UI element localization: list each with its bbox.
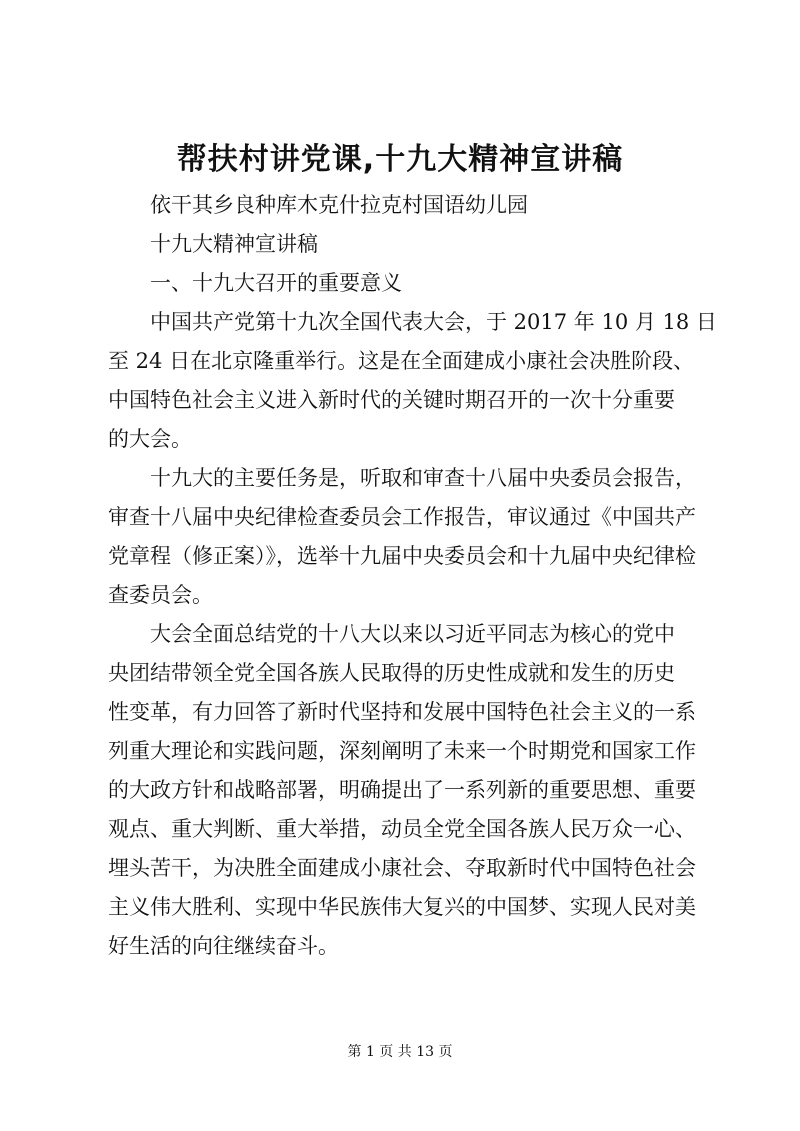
text-line: 性变革，有力回答了新时代坚持和发展中国特色社会主义的一系 — [108, 700, 696, 724]
text-line: 十九大的主要任务是，听取和审查十八届中央委员会报告， — [150, 466, 696, 490]
section-heading: 一、十九大召开的重要意义 — [150, 271, 402, 295]
text-line: 中国特色社会主义进入新时代的关键时期召开的一次十分重要 — [108, 388, 675, 412]
text-line: 审查十八届中央纪律检查委员会工作报告，审议通过《中国共产 — [108, 505, 696, 529]
text-line: 的大政方针和战略部署，明确提出了一系列新的重要思想、重要 — [108, 778, 696, 802]
text-line: 查委员会。 — [108, 583, 213, 607]
text-line: 观点、重大判断、重大举措，动员全党全国各族人民万众一心、 — [108, 817, 696, 841]
text-line: 依干其乡良种库木克什拉克村国语幼儿园 — [150, 193, 528, 217]
text-line: 埋头苦干，为决胜全面建成小康社会、夺取新时代中国特色社会 — [108, 856, 696, 880]
text-line: 大会全面总结党的十八大以来以习近平同志为核心的党中 — [150, 622, 675, 646]
text-line: 列重大理论和实践问题，深刻阐明了未来一个时期党和国家工作 — [108, 739, 696, 763]
text-line: 十九大精神宣讲稿 — [150, 232, 318, 256]
text-line: 好生活的向往继续奋斗。 — [108, 934, 339, 958]
text-line: 主义伟大胜利、实现中华民族伟大复兴的中国梦、实现人民对美 — [108, 895, 696, 919]
page-footer: 第 1 页 共 13 页 — [347, 1044, 453, 1060]
page-title: 帮扶村讲党课,十九大精神宣讲稿 — [176, 142, 624, 177]
text-line: 至 24 日在北京隆重举行。这是在全面建成小康社会决胜阶段、 — [108, 349, 695, 373]
text-line: 央团结带领全党全国各族人民取得的历史性成就和发生的历史 — [108, 661, 675, 685]
text-line: 中国共产党第十九次全国代表大会，于 2017 年 10 月 18 日 — [150, 310, 717, 334]
text-line: 的大会。 — [108, 427, 192, 451]
text-line: 党章程（修正案）》，选举十九届中央委员会和十九届中央纪律检 — [108, 544, 696, 568]
document-body — [108, 186, 717, 966]
